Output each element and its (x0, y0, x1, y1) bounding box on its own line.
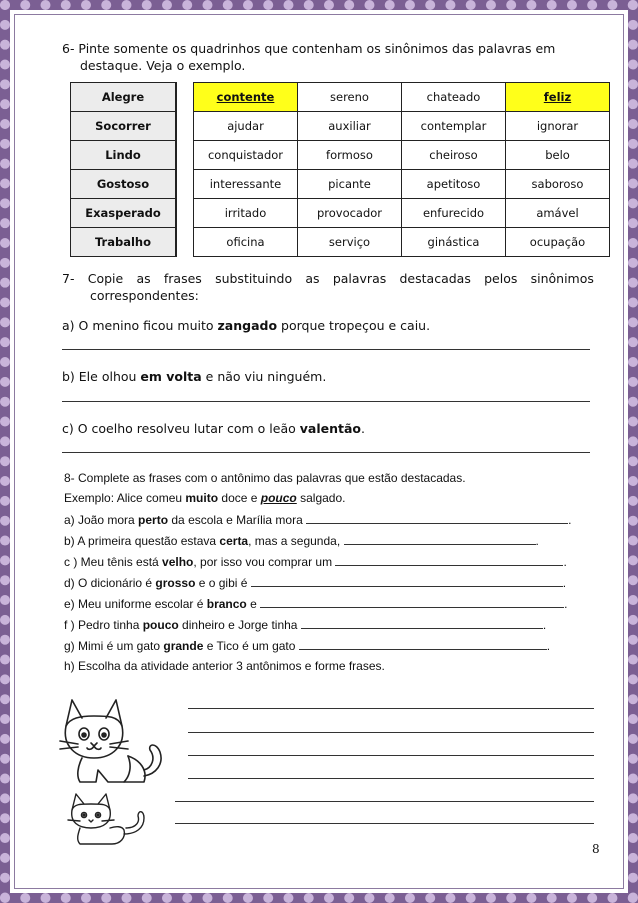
option-cell[interactable]: enfurecido (402, 199, 506, 228)
question-8e: e) Meu uniforme escolar é branco e . (64, 597, 568, 611)
question-6 (62, 40, 602, 74)
question-8-title: 8- Complete as frases com o antônimo das palavras que estão destacadas. (64, 471, 466, 485)
option-cell[interactable]: conquistador (194, 141, 298, 170)
table-gap (176, 141, 194, 170)
table-gap (176, 170, 194, 199)
question-6-line1: 6- Pinte somente os quadrinhos que contenham os sinônimos das palavras em (62, 41, 556, 56)
option-cell[interactable]: irritado (194, 199, 298, 228)
option-cell[interactable]: contente (194, 83, 298, 112)
question-6-line2: destaque. Veja o exemplo. (80, 58, 246, 73)
sentence-7b: b) Ele olhou em volta e não viu ninguém. (62, 369, 327, 384)
option-cell[interactable]: serviço (298, 228, 402, 257)
question-8f: f ) Pedro tinha pouco dinheiro e Jorge tinha . (64, 618, 547, 632)
question-7-word: sinônimos (530, 271, 594, 286)
question-7-word: 7- (62, 271, 75, 286)
question-8c: c ) Meu tênis está velho, por isso vou comprar um . (64, 555, 567, 569)
writing-line-2[interactable] (188, 732, 594, 733)
question-7-word: palavras (332, 271, 387, 286)
synonym-row (71, 199, 610, 228)
answer-line-7a[interactable] (62, 349, 590, 350)
writing-line-5[interactable] (175, 801, 594, 802)
question-7-word: as (136, 271, 151, 286)
writing-line-6[interactable] (175, 823, 594, 824)
option-cell[interactable]: saboroso (506, 170, 610, 199)
option-cell[interactable]: belo (506, 141, 610, 170)
question-8b: b) A primeira questão estava certa, mas a segunda, . (64, 534, 539, 548)
question-7-word: Copie (87, 271, 124, 286)
option-cell[interactable]: contemplar (402, 112, 506, 141)
table-gap (176, 112, 194, 141)
synonym-table (70, 82, 610, 257)
question-7-word: as (305, 271, 320, 286)
option-cell[interactable]: interessante (194, 170, 298, 199)
writing-line-4[interactable] (188, 778, 594, 779)
option-cell[interactable]: oficina (194, 228, 298, 257)
page-number: 8 (592, 842, 600, 856)
question-7-line2: correspondentes: (90, 288, 199, 303)
question-8h: h) Escolha da atividade anterior 3 antônimos e forme frases. (64, 659, 385, 673)
blank-8g[interactable] (299, 638, 547, 650)
question-7-word: destacadas (399, 271, 471, 286)
option-cell[interactable]: ocupação (506, 228, 610, 257)
option-cell[interactable]: cheiroso (402, 141, 506, 170)
option-cell[interactable]: provocador (298, 199, 402, 228)
answer-line-7c[interactable] (62, 452, 590, 453)
writing-line-1[interactable] (188, 708, 594, 709)
blank-8d[interactable] (251, 575, 563, 587)
option-cell[interactable]: ignorar (506, 112, 610, 141)
option-cell[interactable]: apetitoso (402, 170, 506, 199)
option-cell[interactable]: picante (298, 170, 402, 199)
highlighted-word-cell: Gostoso (71, 170, 177, 199)
question-8a: a) João mora perto da escola e Marília mora . (64, 513, 572, 527)
highlight-word: em volta (140, 369, 202, 384)
highlight-word: valentão (299, 421, 361, 436)
option-cell[interactable]: ajudar (194, 112, 298, 141)
answer-line-7b[interactable] (62, 401, 590, 402)
highlighted-word-cell: Lindo (71, 141, 177, 170)
question-7 (62, 270, 594, 304)
option-cell[interactable]: auxiliar (298, 112, 402, 141)
highlighted-word-cell: Exasperado (71, 199, 177, 228)
table-gap (176, 83, 194, 112)
small-cat-illustration (62, 788, 172, 848)
question-8-example: Exemplo: Alice comeu muito doce e pouco salgado. (64, 491, 346, 505)
question-7-line1 (62, 270, 594, 287)
question-8d: d) O dicionário é grosso e o gibi é . (64, 576, 567, 590)
synonym-row (71, 112, 610, 141)
question-7-word: pelos (484, 271, 518, 286)
synonym-row (71, 170, 610, 199)
question-7-word: substituindo (215, 271, 293, 286)
question-7-word: frases (163, 271, 202, 286)
blank-8a[interactable] (306, 512, 568, 524)
option-cell[interactable]: amável (506, 199, 610, 228)
large-cat-illustration (52, 686, 182, 786)
highlighted-word-cell: Alegre (71, 83, 177, 112)
sentence-7c: c) O coelho resolveu lutar com o leão valentão. (62, 421, 365, 436)
highlighted-word-cell: Trabalho (71, 228, 177, 257)
option-cell[interactable]: chateado (402, 83, 506, 112)
option-cell[interactable]: ginástica (402, 228, 506, 257)
blank-8b[interactable] (344, 533, 536, 545)
table-gap (176, 199, 194, 228)
sentence-7a: a) O menino ficou muito zangado porque tropeçou e caiu. (62, 318, 431, 333)
option-cell[interactable]: sereno (298, 83, 402, 112)
option-cell[interactable]: formoso (298, 141, 402, 170)
blank-8e[interactable] (260, 596, 564, 608)
table-gap (176, 228, 194, 257)
highlighted-word-cell: Socorrer (71, 112, 177, 141)
option-cell[interactable]: feliz (506, 83, 610, 112)
blank-8f[interactable] (301, 617, 543, 629)
question-8g: g) Mimi é um gato grande e Tico é um gato . (64, 639, 551, 653)
synonym-row (71, 141, 610, 170)
blank-8c[interactable] (335, 554, 563, 566)
highlight-word: zangado (217, 318, 278, 333)
synonym-row (71, 228, 610, 257)
writing-line-3[interactable] (188, 755, 594, 756)
synonym-row (71, 83, 610, 112)
